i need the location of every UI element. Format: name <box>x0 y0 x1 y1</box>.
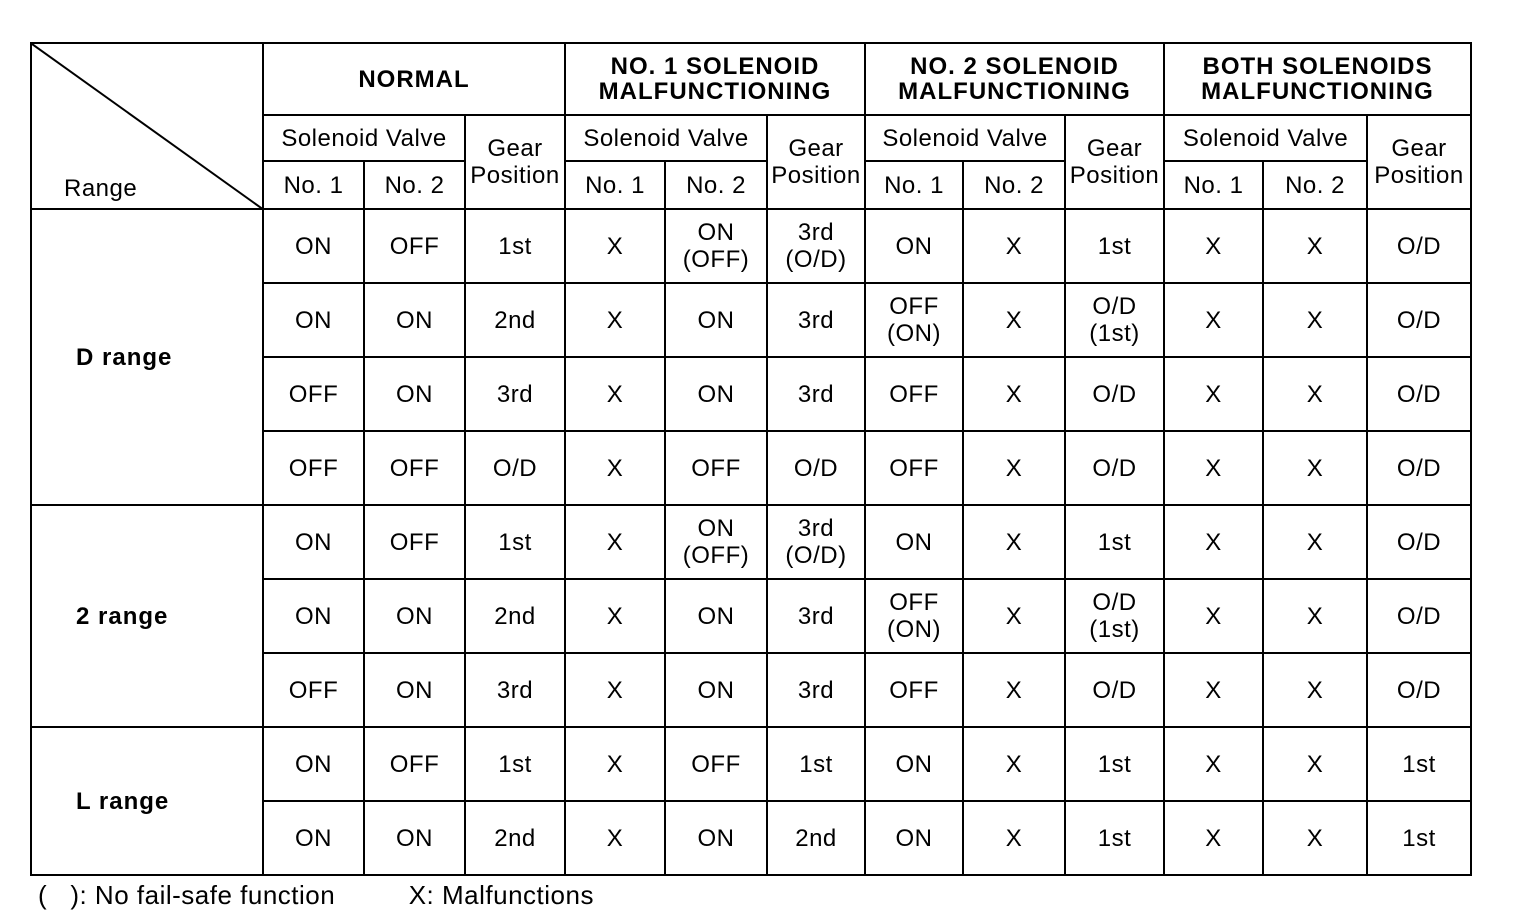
table <box>30 42 1472 876</box>
table-cell: X <box>1263 431 1367 505</box>
table-cell: X <box>963 283 1065 357</box>
table-cell: OFF (ON) <box>865 283 963 357</box>
group-header-normal: NORMAL <box>263 43 565 115</box>
table-cell: 2nd <box>465 579 565 653</box>
table-cell: X <box>565 653 665 727</box>
table-cell: O/D <box>1367 209 1471 283</box>
table-cell: 3rd <box>465 357 565 431</box>
table-cell: X <box>1263 209 1367 283</box>
group-header-no2-malfunction: NO. 2 SOLENOID MALFUNCTIONING <box>865 43 1164 115</box>
table-cell: OFF (ON) <box>865 579 963 653</box>
solenoid-valve-header: Solenoid Valve <box>263 115 465 161</box>
table-cell: 3rd <box>465 653 565 727</box>
table-cell: X <box>565 579 665 653</box>
table-row <box>31 505 1471 579</box>
table-cell: ON <box>665 653 767 727</box>
table-cell: X <box>565 505 665 579</box>
table-cell: X <box>1263 357 1367 431</box>
table-cell: X <box>1263 283 1367 357</box>
table-cell: 1st <box>465 209 565 283</box>
no1-header: No. 1 <box>1164 161 1263 209</box>
table-cell: 1st <box>1065 801 1164 875</box>
table-cell: ON <box>665 357 767 431</box>
table-cell: X <box>1263 505 1367 579</box>
table-cell: X <box>963 579 1065 653</box>
table-cell: ON <box>263 579 364 653</box>
table-cell: X <box>565 209 665 283</box>
table-cell: X <box>963 653 1065 727</box>
no1-header: No. 1 <box>263 161 364 209</box>
no2-header: No. 2 <box>364 161 465 209</box>
table-cell: 1st <box>1065 505 1164 579</box>
group-header-no1-malfunction: NO. 1 SOLENOID MALFUNCTIONING <box>565 43 865 115</box>
table-cell: 1st <box>465 505 565 579</box>
table-body <box>31 209 1471 875</box>
gear-position-header: Gear Position <box>1065 115 1164 209</box>
table-cell: 1st <box>465 727 565 801</box>
footnote-no-fail-safe: ( ): No fail-safe function <box>38 880 336 910</box>
table-cell: 1st <box>1065 209 1164 283</box>
table-cell: O/D <box>465 431 565 505</box>
table-cell: X <box>1263 727 1367 801</box>
table-cell: OFF <box>364 431 465 505</box>
table-cell: O/D <box>1065 653 1164 727</box>
table-cell: ON <box>364 653 465 727</box>
table-cell: X <box>1164 209 1263 283</box>
solenoid-malfunction-table <box>30 42 1472 876</box>
table-cell: X <box>963 505 1065 579</box>
table-cell: ON <box>364 579 465 653</box>
table-cell: X <box>565 431 665 505</box>
table-cell: X <box>565 283 665 357</box>
table-cell: X <box>1164 727 1263 801</box>
no1-header: No. 1 <box>865 161 963 209</box>
table-cell: 1st <box>767 727 865 801</box>
table-cell: OFF <box>665 727 767 801</box>
table-cell: ON <box>865 727 963 801</box>
table-cell: X <box>963 357 1065 431</box>
no2-header: No. 2 <box>1263 161 1367 209</box>
footnote <box>38 880 594 911</box>
table-cell: ON (OFF) <box>665 209 767 283</box>
table-cell: 2nd <box>465 801 565 875</box>
table-cell: ON (OFF) <box>665 505 767 579</box>
table-cell: ON <box>865 801 963 875</box>
table-cell: X <box>1164 431 1263 505</box>
table-cell: OFF <box>865 431 963 505</box>
table-cell: X <box>565 727 665 801</box>
table-cell: OFF <box>364 505 465 579</box>
table-cell: 3rd (O/D) <box>767 505 865 579</box>
table-cell: ON <box>665 283 767 357</box>
table-cell: 2nd <box>465 283 565 357</box>
table-cell: O/D <box>1065 431 1164 505</box>
solenoid-valve-header: Solenoid Valve <box>1164 115 1367 161</box>
table-cell: X <box>963 727 1065 801</box>
table-cell: ON <box>364 801 465 875</box>
range-corner-cell <box>31 43 263 209</box>
table-cell: X <box>1164 357 1263 431</box>
table-cell: X <box>1164 505 1263 579</box>
table-cell: 1st <box>1367 801 1471 875</box>
table-cell: OFF <box>865 357 963 431</box>
solenoid-valve-header: Solenoid Valve <box>865 115 1065 161</box>
group-header-both-malfunction: BOTH SOLENOIDS MALFUNCTIONING <box>1164 43 1471 115</box>
table-cell: OFF <box>665 431 767 505</box>
table-cell: X <box>963 209 1065 283</box>
table-cell: ON <box>263 727 364 801</box>
table-cell: ON <box>263 283 364 357</box>
table-cell: O/D (1st) <box>1065 283 1164 357</box>
table-cell: X <box>1164 283 1263 357</box>
table-cell: O/D <box>1367 505 1471 579</box>
table-cell: ON <box>263 505 364 579</box>
table-cell: 2nd <box>767 801 865 875</box>
range-label: 2 range <box>31 505 263 727</box>
gear-position-header: Gear Position <box>767 115 865 209</box>
table-cell: 1st <box>1065 727 1164 801</box>
table-cell: O/D <box>1065 357 1164 431</box>
table-cell: X <box>1164 579 1263 653</box>
table-cell: ON <box>865 209 963 283</box>
gear-position-header: Gear Position <box>1367 115 1471 209</box>
no2-header: No. 2 <box>665 161 767 209</box>
table-cell: OFF <box>364 209 465 283</box>
table-cell: OFF <box>865 653 963 727</box>
range-header-label: Range <box>64 175 138 202</box>
table-cell: X <box>1263 801 1367 875</box>
table-cell: OFF <box>263 431 364 505</box>
table-cell: O/D <box>1367 579 1471 653</box>
gear-position-header: Gear Position <box>465 115 565 209</box>
table-cell: X <box>963 801 1065 875</box>
table-cell: 3rd <box>767 579 865 653</box>
table-cell: O/D (1st) <box>1065 579 1164 653</box>
no2-header: No. 2 <box>963 161 1065 209</box>
no1-header: No. 1 <box>565 161 665 209</box>
table-cell: O/D <box>1367 357 1471 431</box>
table-cell: ON <box>364 357 465 431</box>
table-cell: ON <box>364 283 465 357</box>
table-cell: 3rd <box>767 283 865 357</box>
table-cell: X <box>1263 579 1367 653</box>
table-cell: X <box>1164 653 1263 727</box>
table-cell: 3rd <box>767 357 865 431</box>
table-cell: OFF <box>364 727 465 801</box>
table-cell: OFF <box>263 357 364 431</box>
range-label: L range <box>31 727 263 875</box>
header-row-groups <box>31 43 1471 115</box>
table-cell: 3rd (O/D) <box>767 209 865 283</box>
table-cell: X <box>565 801 665 875</box>
footnote-malfunctions: X: Malfunctions <box>408 880 594 910</box>
table-cell: O/D <box>767 431 865 505</box>
table-cell: ON <box>665 579 767 653</box>
table-cell: OFF <box>263 653 364 727</box>
table-cell: X <box>1164 801 1263 875</box>
table-cell: 1st <box>1367 727 1471 801</box>
table-cell: ON <box>263 209 364 283</box>
table-cell: X <box>963 431 1065 505</box>
table-row <box>31 727 1471 801</box>
table-row <box>31 209 1471 283</box>
table-cell: ON <box>263 801 364 875</box>
solenoid-valve-header: Solenoid Valve <box>565 115 767 161</box>
table-cell: X <box>565 357 665 431</box>
table-cell: X <box>1263 653 1367 727</box>
table-cell: O/D <box>1367 283 1471 357</box>
table-cell: ON <box>665 801 767 875</box>
table-cell: 3rd <box>767 653 865 727</box>
table-cell: O/D <box>1367 431 1471 505</box>
table-cell: O/D <box>1367 653 1471 727</box>
range-label: D range <box>31 209 263 505</box>
table-cell: ON <box>865 505 963 579</box>
